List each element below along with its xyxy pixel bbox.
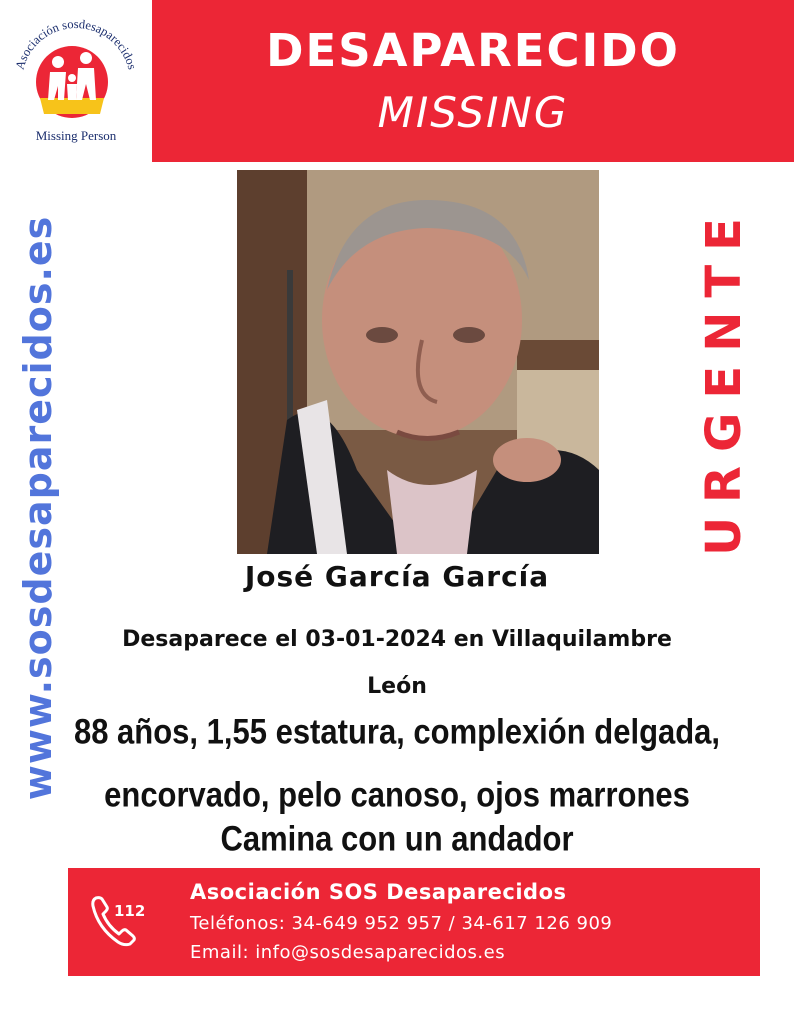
person-photo-icon [237,170,599,554]
association-logo [0,0,152,158]
mobility-info: Camina con un andador [220,818,574,859]
description-line-2: encorvado, pelo canoso, ojos marrones [104,774,690,815]
person-name: José García García [244,560,550,593]
family-group-logo-icon [0,0,152,130]
emergency-phone-icon [88,892,148,952]
logo-caption: Missing Person [35,128,117,143]
person-photo [237,170,599,554]
disappearance-info: Desaparece el 03-01-2024 en Villaquilambre [122,627,672,652]
header-banner [152,0,794,162]
logo-arc-text: Asociación sosdesaparecidos [12,16,140,72]
phone-numbers[interactable]: Teléfonos: 34-649 952 957 / 34-617 126 909 [190,913,613,934]
province: León [367,674,427,699]
header-title: DESAPARECIDO [266,24,680,77]
description-line-1: 88 años, 1,55 estatura, complexión delgada, [73,711,721,752]
urgent-label: URGENTE [696,204,752,556]
email-address[interactable]: Email: info@sosdesaparecidos.es [190,942,506,963]
website-url-vertical[interactable]: www.sosdesaparecidos.es [16,215,60,801]
contact-banner [68,868,760,976]
header-subtitle: MISSING [377,88,569,137]
organization-name: Asociación SOS Desaparecidos [190,880,567,904]
svg-text:112: 112 [114,902,146,920]
